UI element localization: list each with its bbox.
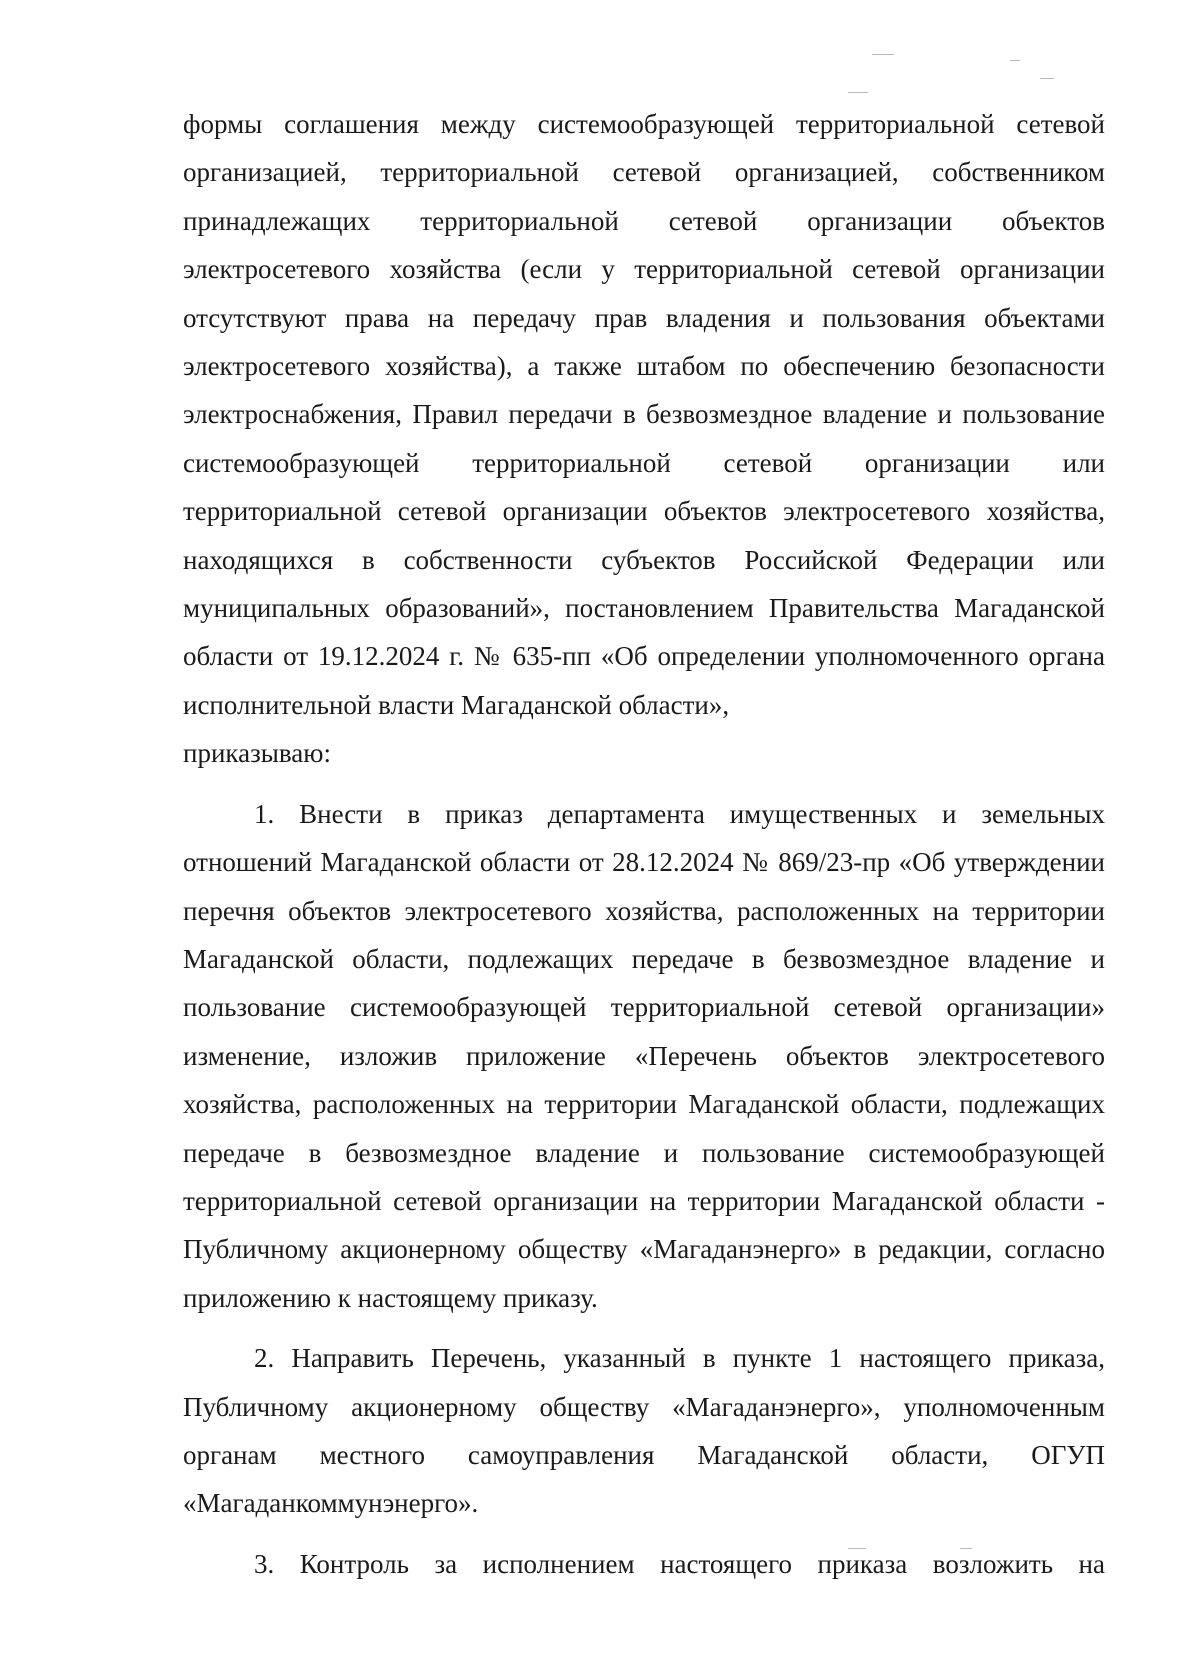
scan-artifact [1010, 60, 1020, 61]
paragraph-item-2: 2. Направить Перечень, указанный в пункте 1 настоящего приказа, Публичному акционерному обществу «Магаданэнерго», уполномоченным органам местного самоуправления Магаданской области, ОГУП «Магаданкоммунэнерго». [183, 1343, 1105, 1519]
paragraph-order-word: приказываю: [183, 738, 331, 769]
scan-artifact [848, 92, 868, 93]
scan-artifact [960, 1548, 972, 1549]
scan-artifact [1040, 78, 1054, 79]
document-body [183, 100, 1105, 1588]
paragraph-item-3: 3. Контроль за исполнением настоящего приказа возложить на [254, 1548, 1105, 1579]
paragraph-preamble: формы соглашения между системообразующей территориальной сетевой организацией, территориальной сетевой организацией, собственником принадлежащих территориальной сетевой организации объектов электросетевого хозяйства (если у территориальной сетевой организации отсутствуют права на передачу прав владения и пользования объектами электросетевого хозяйства), а также штабом по обеспечению безопасности электроснабжения, Правил передачи в безвозмездное владение и пользование системообразующей территориальной сетевой организации или территориальной сетевой организации объектов электросетевого хозяйства, находящихся в собственности субъектов Российской Федерации или муниципальных образований», постановлением Правительства Магаданской области от 19.12.2024 г. № 635-пп «Об определении уполномоченного органа исполнительной власти Магаданской области», [183, 109, 1105, 720]
scan-artifact [872, 54, 894, 55]
scan-artifact [848, 1548, 866, 1549]
paragraph-item-1: 1. Внести в приказ департамента имущественных и земельных отношений Магаданской области от 28.12.2024 № 869/23-пр «Об утверждении перечня объектов электросетевого хозяйства, расположенных на территории Магаданской области, подлежащих передаче в безвозмездное владение и пользование системообразующей территориальной сетевой организации» изменение, изложив приложение «Перечень объектов электросетевого хозяйства, расположенных на территории Магаданской области, подлежащих передаче в безвозмездное владение и пользование системообразующей территориальной сетевой организации на территории Магаданской области - Публичному акционерному обществу «Магаданэнерго» в редакции, согласно приложению к настоящему приказу. [183, 798, 1105, 1313]
